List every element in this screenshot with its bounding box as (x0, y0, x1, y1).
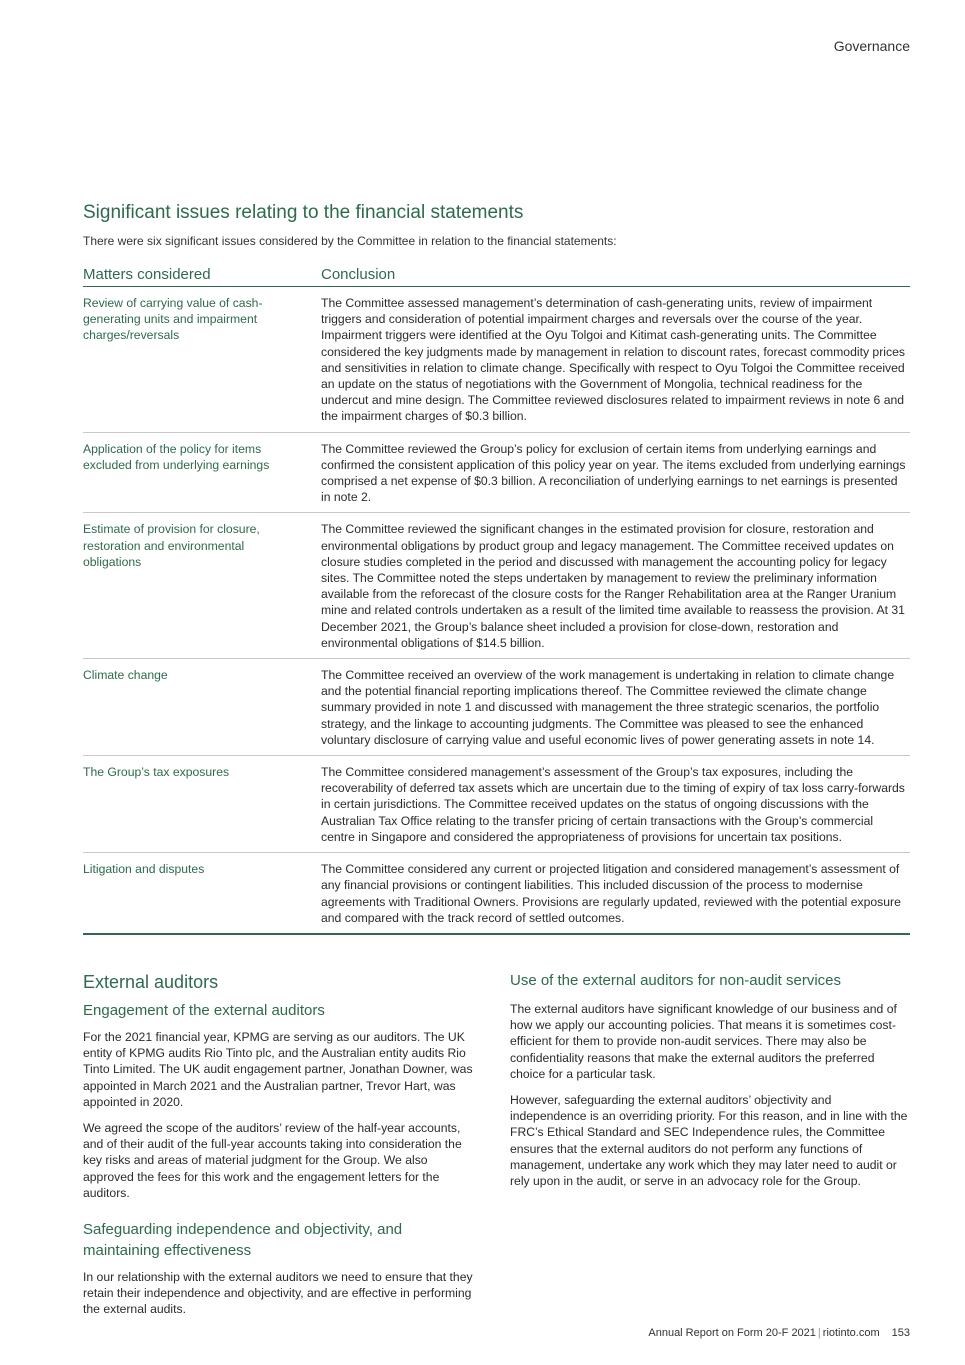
safeguarding-heading: Safeguarding independence and objectivity, and maintaining effectiveness (83, 1221, 403, 1260)
table-header (83, 265, 910, 287)
footer-report-title: Annual Report on Form 20-F 2021 (648, 1327, 816, 1339)
engagement-heading: Engagement of the external auditors (83, 1002, 325, 1019)
right-column (510, 970, 910, 1199)
conclusion-cell: The Committee considered any current or projected litigation and considered management’s assessment of any financial provisions or contingent liabilities. This included discussion of the process to modernise agreements with Traditional Owners. Provisions are regularly updated, reviewed with the potential exposure and compared with the track record of settled outcomes. (321, 862, 901, 925)
left-column (83, 970, 481, 1328)
conclusion-cell: The Committee reviewed the significant changes in the estimated provision for closure, restoration and environmental obligations by product group and legacy management. The Committee received updates on closure studies completed in the period and discussed with management the accounting policy for legacy sites. The Committee noted the steps undertaken by management to review the preliminary information available from the reforecast of the closure costs for the Ranger Rehabilitation area at the Ranger Uranium mine and related controls undertaken as a result of the limited time available to reassess the provision. At 31 December 2021, the Group’s balance sheet included a provision for close-down, restoration and environmental obligations of $14.5 billion. (321, 522, 905, 650)
non-audit-heading: Use of the external auditors for non-audit services (510, 972, 842, 989)
footer-separator: | (817, 1327, 821, 1339)
matter-cell: Application of the policy for items excluded from underlying earnings (83, 441, 270, 472)
footer-website-link[interactable]: riotinto.com (822, 1327, 880, 1339)
page-number: 153 (891, 1327, 910, 1339)
header-matters: Matters considered (83, 266, 211, 283)
section-label: Governance (833, 38, 910, 54)
intro-text: There were six significant issues considered by the Committee in relation to the financial statements: (83, 234, 617, 248)
table-row (83, 513, 910, 659)
engagement-paragraph-1: For the 2021 financial year, KPMG are serving as our auditors. The UK entity of KPMG audits Rio Tinto plc, and the Australian entity audits Rio Tinto Limited. The UK audit engagement partner, Jonathan Downer, was appointed in March 2021 and the Australian partner, Trevor Hart, was appointed in 2020. (83, 1030, 473, 1109)
page-title: Significant issues relating to the financial statements (83, 202, 524, 223)
table-row (83, 659, 910, 756)
external-auditors-heading: External auditors (83, 972, 219, 992)
table-row (83, 433, 910, 514)
safeguarding-paragraph: In our relationship with the external auditors we need to ensure that they retain their independence and objectivity, and are effective in performing the external audits. (83, 1270, 473, 1317)
matter-cell: Climate change (83, 668, 168, 683)
table-row (83, 756, 910, 853)
engagement-paragraph-2: We agreed the scope of the auditors’ review of the half-year accounts, and of their audit of the full-year accounts taking into consideration the key risks and areas of material judgment for the Group. We also approved the fees for this work and the engagement letters for the auditors. (83, 1121, 462, 1200)
matter-cell: Litigation and disputes (83, 862, 205, 877)
table-row (83, 853, 910, 935)
conclusion-cell: The Committee reviewed the Group’s policy for exclusion of certain items from underlying earnings and confirmed the consistent application of this policy year on year. The items excluded from underlying earnings comprised a net expense of $0.3 billion. A reconciliation of underlying earnings to net earnings is presented in note 2. (321, 441, 906, 505)
non-audit-paragraph-1: The external auditors have significant knowledge of our business and of how we apply our accounting policies. That means it is sometimes cost-efficient for them to provide non-audit services. There may also be confidentiality reasons that make the external auditors the preferred choice for a particular task. (510, 1002, 897, 1081)
conclusion-cell: The Committee considered management’s assessment of the Group’s tax exposures, including the recoverability of deferred tax assets which are uncertain due to the timing of expiry of tax loss carry-forwards in certain jurisdictions. The Committee received updates on the status of ongoing discussions with the Australian Tax Office relating to the transfer pricing of certain transactions with the Group’s commercial centre in Singapore and considered the appropriateness of provisions for uncertain tax positions. (321, 765, 905, 844)
conclusion-cell: The Committee assessed management’s determination of cash-generating units, review of impairment triggers and consideration of potential impairment charges and reversals over the course of the year. Impairment triggers were identified at the Oyu Tolgoi and Kitimat cash-generating units. The Committee considered the key judgments made by management in relation to discount rates, forecast commodity prices and sensitivities in relation to climate change. Specifically with respect to Oyu Tolgoi the Committee received an update on the status of negotiations with the Government of Mongolia, technical readiness for the undercut and mine design. The Committee reviewed disclosures related to impairment reviews in note 6 and the impairment charges of $0.3 billion. (321, 296, 905, 424)
header-conclusion: Conclusion (321, 266, 396, 283)
matter-cell: The Group’s tax exposures (83, 765, 230, 780)
table-row (83, 287, 910, 433)
matter-cell: Estimate of provision for closure, restoration and environmental obligations (83, 522, 260, 569)
matter-cell: Review of carrying value of cash-generating units and impairment charges/reversals (83, 296, 263, 343)
conclusion-cell: The Committee received an overview of the work management is undertaking in relation to climate change and the potential financial reporting implications thereof. The Committee reviewed the climate change summary provided in note 1 and discussed with management the three strategic scenarios, the portfolio strategy, and the linkage to accounting judgments. The Committee was pleased to see the enhanced voluntary disclosure of carrying value and useful economic lives of power generating assets in note 14. (321, 668, 895, 747)
issues-table (83, 265, 910, 935)
non-audit-paragraph-2: However, safeguarding the external auditors’ objectivity and independence is an overriding priority. For this reason, and in line with the FRC’s Ethical Standard and SEC Independence rules, the Committee ensures that the external auditors do not perform any functions of management, undertake any work which they may later need to audit or rely upon in the audit, or serve in an advocacy role for the Group. (510, 1093, 908, 1189)
page-footer (648, 1327, 910, 1339)
